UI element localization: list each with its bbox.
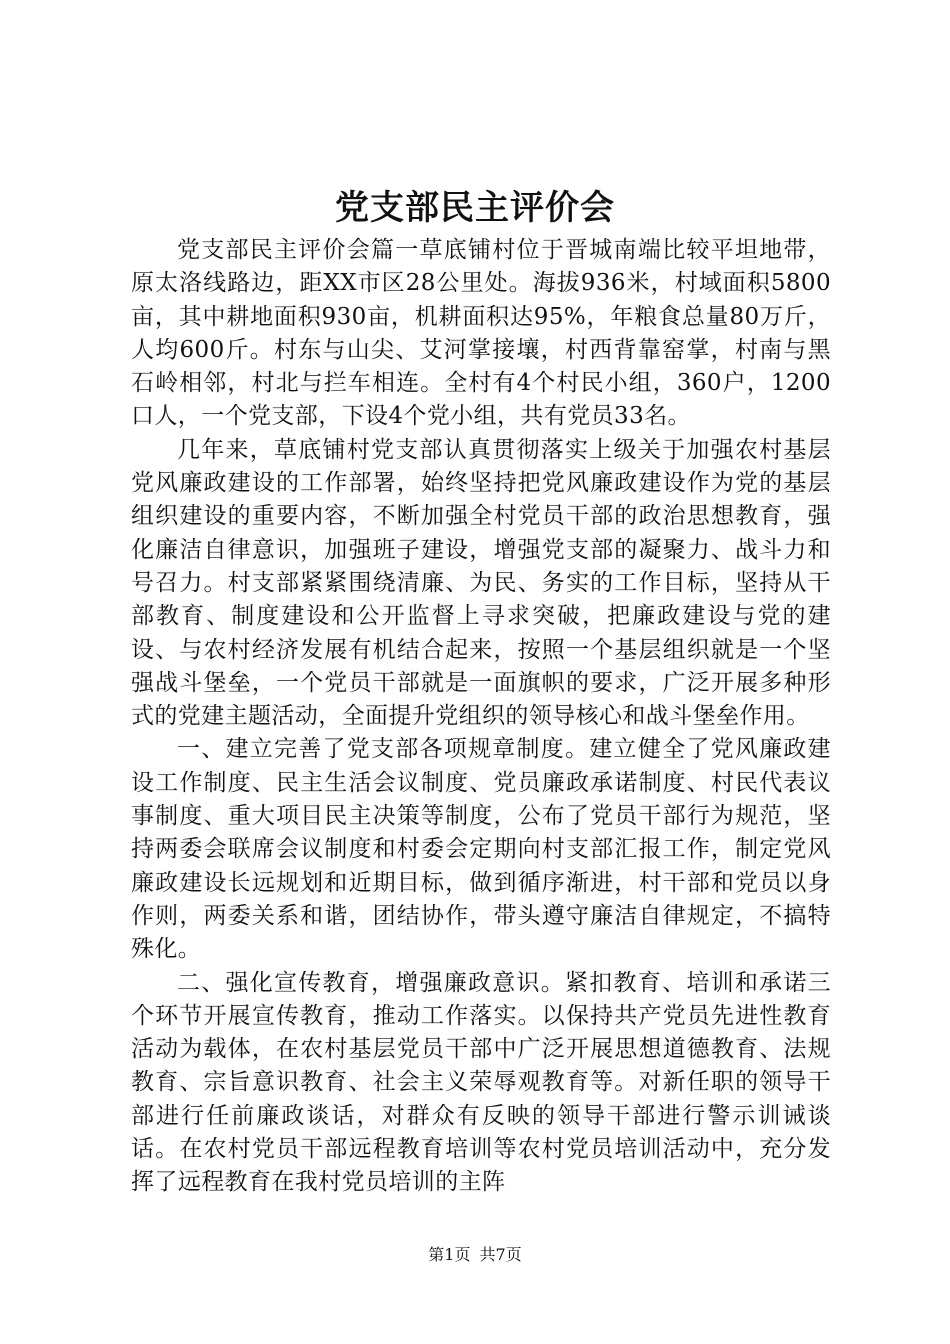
paragraph-section-2: 二、强化宣传教育，增强廉政意识。紧扣教育、培训和承诺三个环节开展宣传教育，推动工作落实。以保持共产党员先进性教育活动为载体，在农村基层党员干部中广泛开展思想道德教育、法规教育、宗旨意识教育、社会主义荣辱观教育等。对新任职的领导干部进行任前廉政谈话，对群众有反映的领导干部进行警示训诫谈话。在农村党员干部远程教育培训等农村党员培训活动中，充分发挥了远程教育在我村党员培训的主阵	[131, 969, 831, 1196]
document-body	[131, 234, 831, 1200]
paragraph-overview: 几年来，草底铺村党支部认真贯彻落实上级关于加强农村基层党风廉政建设的工作部署，始终坚持把党风廉政建设作为党的基层组织建设的重要内容，不断加强全村党员干部的政治思想教育，强化廉洁自律意识，加强班子建设，增强党支部的凝聚力、战斗力和号召力。村支部紧紧围绕清廉、为民、务实的工作目标，坚持从干部教育、制度建设和公开监督上寻求突破，把廉政建设与党的建设、与农村经济发展有机结合起来，按照一个基层组织就是一个坚强战斗堡垒，一个党员干部就是一面旗帜的要求，广泛开展多种形式的党建主题活动，全面提升党组织的领导核心和战斗堡垒作用。	[131, 436, 831, 730]
page-number: 第1页	[428, 1245, 471, 1264]
paragraph-section-1: 一、建立完善了党支部各项规章制度。建立健全了党风廉政建设工作制度、民主生活会议制度、党员廉政承诺制度、村民代表议事制度、重大项目民主决策等制度，公布了党员干部行为规范，坚持两委会联席会议制度和村委会定期向村支部汇报工作，制定党风廉政建设长远规划和近期目标，做到循序渐进，村干部和党员以身作则，两委关系和谐，团结协作，带头遵守廉洁自律规定，不搞特殊化。	[131, 736, 831, 963]
page-total: 共7页	[479, 1245, 522, 1264]
document-title: 党支部民主评价会	[335, 188, 615, 228]
page-footer	[0, 1243, 950, 1267]
paragraph-intro: 党支部民主评价会篇一草底铺村位于晋城南端比较平坦地带，原太洛线路边，距XX市区28公里处。海拔936米，村域面积5800亩，其中耕地面积930亩，机耕面积达95%，年粮食总量80万斤，人均600斤。村东与山尖、艾河掌接壤，村西背靠窑掌，村南与黑石岭相邻，村北与拦车相连。全村有4个村民小组，360户，1200口人，一个党支部，下设4个党小组，共有党员33名。	[131, 237, 831, 430]
